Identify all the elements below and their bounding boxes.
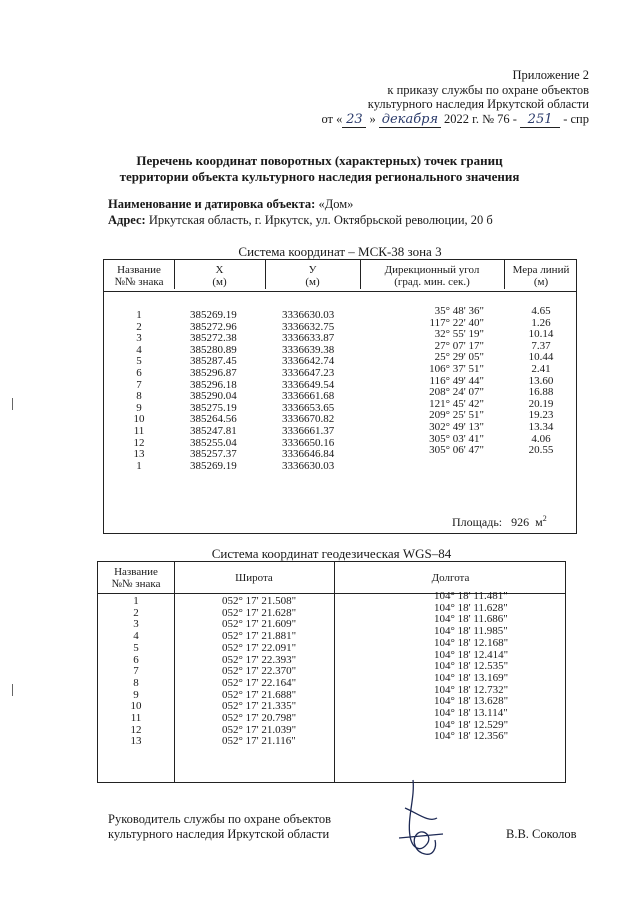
area-label: Площадь:	[452, 515, 503, 529]
table2-col-divider	[334, 562, 335, 782]
area-unit-superscript: 2	[542, 514, 547, 523]
table2-point-names: 1 2 3 4 5 6 7 8 9 10 11 12 13	[130, 595, 142, 748]
order-date-line	[321, 112, 589, 129]
table1-angle-values: 35° 48' 36" 117° 22' 40" 32° 55' 19" 27° 07' 17" 25° 29' 05" 106° 37' 51" 116° 49' 44" 208° 24' 07" 121° 45' 42" 209° 25' 51" 302° 49' 13" 305° 03' 41" 305° 06' 47"	[429, 305, 484, 457]
table2-caption: Система координат геодезическая WGS–84	[211, 546, 452, 561]
table2-col-divider	[174, 562, 175, 782]
year-number-text: 2022 г. № 76 -	[444, 111, 517, 126]
document-title	[0, 153, 639, 184]
table2-longitude-values: 104° 18' 11.481" 104° 18' 11.628" 104° 18' 11.686" 104° 18' 11.985" 104° 18' 12.168" 104° 18' 12.414" 104° 18' 12.535" 104° 18' 13.169" 104° 18' 12.732" 104° 18' 13.628" 104° 18' 13.114" 104° 18' 12.529" 104° 18' 12.356"	[434, 590, 509, 743]
wgs84-coordinates-table	[97, 561, 566, 783]
handwritten-signature	[385, 778, 455, 863]
object-name-value: «Дом»	[318, 197, 354, 211]
order-reference-cont: культурного наследия Иркутской области	[367, 97, 589, 111]
date-quote: »	[369, 111, 376, 126]
table2-header-latitude: Широта	[235, 572, 273, 584]
object-name-line	[108, 196, 493, 212]
signatory-title	[108, 812, 331, 842]
area-value: 926	[511, 515, 530, 529]
margin-mark	[12, 684, 13, 696]
order-reference: к приказу службы по охране объектов	[387, 82, 589, 97]
table2-header-name: Название №№ знака	[111, 566, 161, 590]
area-line	[452, 514, 547, 530]
title-line-1: Перечень координат поворотных (характерных) точек границ	[136, 153, 503, 168]
table1-y-values: 3336630.03 3336632.75 3336633.87 3336639.38 3336642.74 3336647.23 3336649.54 3336661.68 3336653.65 3336670.82 3336661.37 3336650.16 3336646.84 3336630.03	[282, 309, 335, 472]
table1-x-values: 385269.19 385272.96 385272.38 385280.89 385287.45 385296.87 385296.18 385290.04 385275.19 385264.56 385247.81 385255.04 385257.37 385269.19	[190, 309, 237, 472]
address-label: Адрес:	[108, 213, 146, 227]
number-suffix: - спр	[563, 111, 589, 126]
address-value: Иркутская область, г. Иркутск, ул. Октябрьской революции, 20 б	[148, 213, 493, 227]
table1-point-names: 1 2 3 4 5 6 7 8 9 10 11 12 13 1	[133, 309, 145, 472]
object-info	[108, 196, 493, 228]
object-address-line	[108, 212, 493, 228]
object-name-label: Наименование и датировка объекта:	[108, 197, 316, 211]
appendix-label: Приложение 2	[512, 68, 589, 82]
appendix-header	[321, 68, 589, 128]
table1-caption: Система координат – МСК-38 зона 3	[238, 244, 442, 259]
handwritten-month: декабря	[379, 113, 441, 129]
table1-header-x: X (м)	[212, 264, 227, 288]
date-prefix: от «	[321, 111, 343, 126]
table1-header-divider	[104, 291, 576, 292]
margin-mark	[12, 398, 13, 410]
table1-header-name: Название №№ знака	[114, 264, 164, 288]
msk38-coordinates-table	[103, 259, 577, 534]
area-unit: м	[535, 515, 543, 529]
table1-length-values: 4.65 1.26 10.14 7.37 10.44 2.41 13.60 16.88 20.19 19.23 13.34 4.06 20.55	[528, 305, 554, 457]
signatory-title-line-2: культурного наследия Иркутской области	[108, 827, 330, 841]
table2-latitude-values: 052° 17' 21.508" 052° 17' 21.628" 052° 17' 21.609" 052° 17' 21.881" 052° 17' 22.091" 052° 17' 22.393" 052° 17' 22.370" 052° 17' 22.164" 052° 17' 21.688" 052° 17' 21.335" 052° 17' 20.798" 052° 17' 21.039" 052° 17' 21.116"	[222, 595, 297, 748]
table1-header-angle: Дирекционный угол (град. мин. сек.)	[384, 264, 480, 288]
handwritten-number: 251	[520, 113, 560, 129]
title-line-2: территории объекта культурного наследия регионального значения	[119, 168, 520, 184]
table1-header-y: У (м)	[305, 264, 320, 288]
table2-header-longitude: Долгота	[431, 572, 470, 584]
table1-header-length: Мера линий (м)	[512, 264, 570, 288]
signatory-title-line-1: Руководитель службы по охране объектов	[108, 812, 332, 826]
signatory-name: В.В. Соколов	[506, 827, 577, 841]
handwritten-day: 23	[342, 113, 366, 129]
